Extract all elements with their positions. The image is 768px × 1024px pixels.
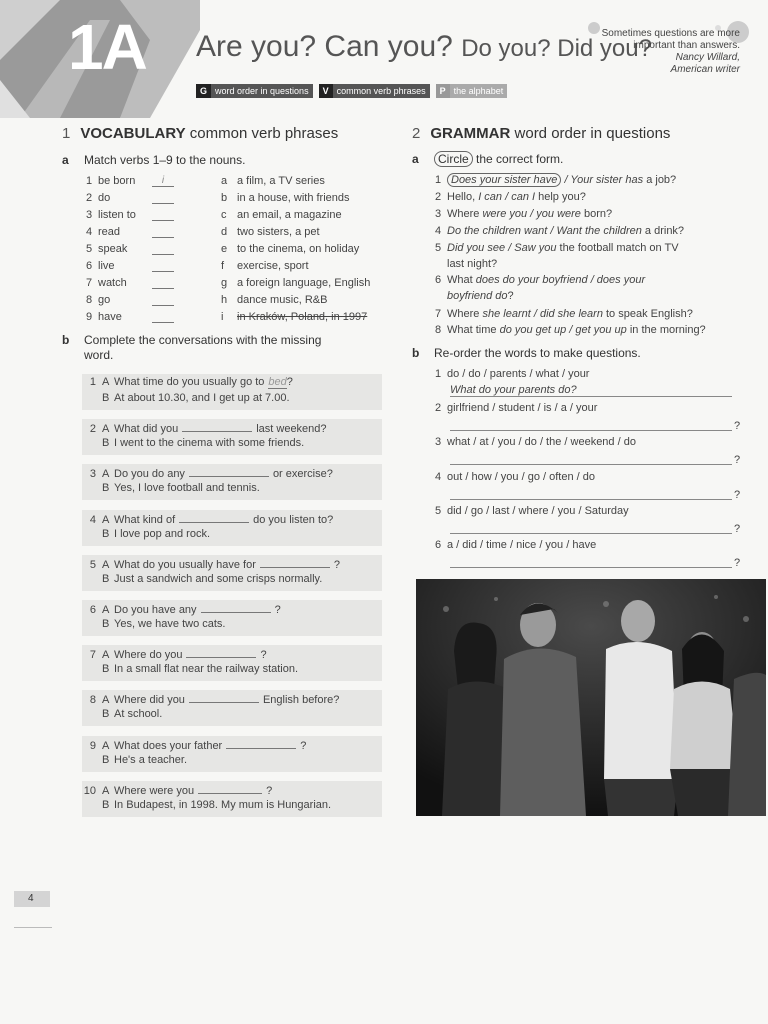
verb-row <box>86 241 127 257</box>
item-part: I can / can I <box>478 191 536 203</box>
noun-letter: g <box>221 277 228 289</box>
answer-gap <box>226 738 296 749</box>
answer-gap <box>260 557 330 568</box>
answer-text: Yes, we have two cats. <box>114 618 226 630</box>
question-text: Where do you <box>114 649 183 662</box>
tag-label: the alphabet <box>453 86 504 96</box>
noun-text: in a house, with friends <box>237 192 350 204</box>
conversation-number: 4 <box>89 513 96 526</box>
quote-author-role: American writer <box>670 64 740 75</box>
tag-key: P <box>436 84 450 98</box>
conversation-number: 7 <box>89 649 96 662</box>
noun-letter: f <box>221 260 225 272</box>
noun-letter: h <box>221 294 228 306</box>
noun-text: in Kraków, Poland, in 1997 <box>237 311 368 323</box>
item-part: she learnt / did she learn <box>482 308 603 320</box>
question-text: Do you do any <box>114 468 185 481</box>
noun-row <box>221 309 367 325</box>
item-part: What time <box>447 324 500 336</box>
tag-key: V <box>319 84 333 98</box>
verb-text: be born <box>98 175 136 187</box>
noun-letter: c <box>221 209 227 221</box>
tag-label: word order in questions <box>215 86 309 96</box>
section-subtitle: common verb phrases <box>189 125 339 142</box>
noun-text: an email, a magazine <box>237 209 342 221</box>
page-number: 4 <box>14 891 50 907</box>
answer-text: At school. <box>114 708 163 721</box>
item-number: 8 <box>435 324 442 336</box>
item-part: to speak English? <box>602 308 693 320</box>
answer-gap <box>201 602 271 613</box>
speaker-b: B <box>102 482 110 495</box>
verb-row <box>86 190 110 206</box>
line-b <box>82 482 260 494</box>
answer-line <box>450 533 732 534</box>
tag-grammar <box>196 84 313 98</box>
verb-row <box>86 224 120 240</box>
noun-row <box>221 190 350 206</box>
answer-line <box>450 499 732 500</box>
grammar-item <box>435 288 514 304</box>
question-mark: ? <box>734 522 741 535</box>
verb-number: 2 <box>86 192 93 204</box>
item-part: help you? <box>535 191 586 203</box>
speaker-a: A <box>102 423 110 436</box>
noun-letter: d <box>221 226 228 238</box>
line-b <box>82 437 304 449</box>
verb-row <box>86 173 165 189</box>
item-part: does do your boyfriend / does your <box>475 274 646 286</box>
grammar-item <box>435 223 684 239</box>
line-a <box>82 512 333 526</box>
speaker-b: B <box>102 527 110 540</box>
section-title: GRAMMAR <box>430 125 511 142</box>
speaker-a: A <box>102 604 110 616</box>
speaker-b: B <box>102 618 110 630</box>
line-b <box>82 392 290 404</box>
line-a <box>82 738 306 752</box>
noun-text: two sisters, a pet <box>237 226 320 238</box>
vocabulary-heading <box>62 125 338 142</box>
question-mark: ? <box>734 488 741 501</box>
scrambled-words: what / at / you / do / the / weekend / do <box>447 436 636 449</box>
speaker-b: B <box>102 572 110 585</box>
item-part: ? <box>507 290 514 302</box>
noun-letter: b <box>221 192 228 204</box>
speaker-b: B <box>102 663 110 676</box>
section-title: VOCABULARY <box>80 125 186 142</box>
answer-line <box>450 396 732 397</box>
question-text: What does your father <box>114 739 223 752</box>
speaker-a: A <box>102 739 110 752</box>
tag-label: common verb phrases <box>336 86 426 96</box>
speaker-a: A <box>102 784 110 797</box>
noun-text: exercise, sport <box>237 260 309 272</box>
answer-blank <box>152 226 174 238</box>
conversation-number: 1 <box>89 376 96 388</box>
scrambled-words: out / how / you / go / often / do <box>447 470 595 483</box>
question-mark: ? <box>734 420 741 433</box>
question-mark: ? <box>734 454 741 467</box>
answer-blank: i <box>152 175 174 187</box>
line-b <box>82 663 298 675</box>
verb-row <box>86 207 136 223</box>
circled-word: Circle <box>434 151 473 167</box>
item-part: do you get up / get you up <box>499 324 627 336</box>
verb-number: 1 <box>86 175 93 187</box>
topic-tags <box>196 84 507 98</box>
noun-row <box>221 173 325 189</box>
speaker-a: A <box>102 376 110 388</box>
section-number: 2 <box>412 125 421 142</box>
noun-row <box>221 275 370 291</box>
answer-line <box>450 464 732 465</box>
speaker-a: A <box>102 558 110 571</box>
answer-line <box>450 567 732 568</box>
unit-number: 1A <box>68 11 146 83</box>
line-b <box>82 754 187 766</box>
title-main: Are you? Can you? <box>196 30 453 63</box>
verb-number: 8 <box>86 294 93 306</box>
written-answer: What do your parents do? <box>450 384 577 396</box>
verb-number: 3 <box>86 209 93 221</box>
speaker-a: A <box>102 513 110 526</box>
noun-row <box>221 292 327 308</box>
exercise-letter: a <box>412 152 419 166</box>
item-number: 5 <box>435 242 442 254</box>
answer-blank <box>152 260 174 272</box>
line-a <box>82 466 333 480</box>
grammar-item <box>435 240 679 256</box>
answer-text: At about 10.30, and I get up at 7.00. <box>114 392 290 404</box>
answer-text: Yes, I love football and tennis. <box>114 482 260 495</box>
answer-blank <box>152 209 174 221</box>
section-number: 1 <box>62 125 71 142</box>
question-end: ? <box>260 649 267 662</box>
item-part: Where <box>447 208 483 220</box>
reorder-item <box>435 469 595 485</box>
item-part: Does your sister have <box>447 173 561 187</box>
speaker-b: B <box>102 392 110 404</box>
conversation-number: 2 <box>89 423 96 436</box>
scrambled-words: a / did / time / nice / you / have <box>447 539 597 551</box>
question-text: Do you have any <box>114 604 197 616</box>
noun-text: to the cinema, on holiday <box>237 243 360 255</box>
speaker-b: B <box>102 753 110 766</box>
verb-number: 9 <box>86 311 93 323</box>
speaker-a: A <box>102 649 110 662</box>
question-text: What time do you usually go to <box>114 376 265 388</box>
grammar-a-instruction <box>412 152 563 166</box>
answer-text: In a small flat near the railway station. <box>114 663 299 676</box>
grammar-item <box>435 306 693 322</box>
question-end: or exercise? <box>272 468 333 481</box>
conversation-number: 8 <box>89 694 96 707</box>
item-number: 3 <box>435 208 442 220</box>
line-b <box>82 573 322 585</box>
verb-row <box>86 309 122 325</box>
footer-rule <box>14 927 52 928</box>
title-small: Do you? Did you? <box>461 35 652 62</box>
instruction-text: Re-order the words to make questions. <box>434 346 641 360</box>
item-number: 5 <box>435 504 442 517</box>
item-number: 4 <box>435 470 442 483</box>
tag-vocabulary <box>319 84 430 98</box>
verb-text: listen to <box>98 209 136 221</box>
quote-author: Nancy Willard, <box>675 52 740 63</box>
question-text: What did you <box>114 423 179 436</box>
item-part: / <box>561 174 571 186</box>
speaker-a: A <box>102 468 110 481</box>
quote-line: Sometimes questions are more <box>601 28 740 39</box>
line-a <box>82 602 281 616</box>
reorder-item <box>435 400 597 416</box>
noun-text: a film, a TV series <box>237 175 325 187</box>
item-part: born? <box>580 208 613 220</box>
line-b <box>82 618 226 630</box>
line-a <box>82 376 293 388</box>
item-part: in the morning? <box>626 324 706 336</box>
answer-text: Just a sandwich and some crisps normally. <box>114 572 323 585</box>
noun-row <box>221 241 359 257</box>
line-b <box>82 708 162 720</box>
answer-gap <box>182 421 252 432</box>
answer-text: In Budapest, in 1998. My mum is Hungarian. <box>114 798 332 811</box>
item-number: 1 <box>435 174 442 186</box>
grammar-heading <box>412 125 670 142</box>
scrambled-words: girlfriend / student / is / a / your <box>447 402 598 415</box>
reorder-item <box>435 366 589 382</box>
line-b <box>82 799 331 811</box>
item-part: What <box>447 274 476 286</box>
item-number: 4 <box>435 225 442 237</box>
question-mark: ? <box>734 557 741 569</box>
quote <box>570 28 740 76</box>
noun-row <box>221 258 309 274</box>
conversation-number: 10 <box>83 784 96 797</box>
noun-letter: a <box>221 175 228 187</box>
item-number: 7 <box>435 308 442 320</box>
grammar-b-instruction <box>412 346 641 360</box>
photo-illustration <box>416 579 766 816</box>
speaker-b: B <box>102 798 110 811</box>
verb-text: live <box>98 260 115 272</box>
item-number: 2 <box>435 402 442 415</box>
verb-number: 7 <box>86 277 93 289</box>
grammar-item <box>435 189 586 205</box>
question-text: Where were you <box>114 784 195 797</box>
vocab-b-instruction-cont: word. <box>84 348 114 362</box>
verb-row <box>86 292 110 308</box>
item-part: boyfriend do <box>447 290 508 302</box>
answer-text: I went to the cinema with some friends. <box>114 437 305 450</box>
question-text: What kind of <box>114 513 176 526</box>
grammar-item <box>435 256 497 272</box>
question-text: What do you usually have for <box>114 558 256 571</box>
line-a <box>82 783 272 797</box>
instruction-text: the correct form. <box>476 152 564 166</box>
verb-text: go <box>98 294 111 306</box>
item-part: Do the children want / Want the children <box>447 225 642 237</box>
noun-row <box>221 224 320 240</box>
reorder-item <box>435 434 636 450</box>
item-number: 2 <box>435 191 442 203</box>
item-part: Your sister has <box>570 174 644 186</box>
answer-text: He's a teacher. <box>114 753 188 766</box>
conversation-number: 9 <box>89 739 96 752</box>
instruction-text: Complete the conversations with the missing <box>84 333 322 347</box>
answer-line <box>450 430 732 431</box>
vocab-a-instruction <box>62 153 245 167</box>
conversation-number: 6 <box>89 604 96 616</box>
question-end: ? <box>300 739 307 752</box>
speaker-b: B <box>102 708 110 721</box>
grammar-item <box>435 272 645 288</box>
quote-line: important than answers. <box>633 40 740 51</box>
answer-gap <box>189 692 259 703</box>
scrambled-words: did / go / last / where / you / Saturday <box>447 504 629 517</box>
noun-text: dance music, R&B <box>237 294 328 306</box>
item-number: 3 <box>435 436 442 449</box>
question-end: ? <box>333 558 340 571</box>
vocab-b-instruction <box>62 333 321 347</box>
line-b <box>82 528 210 540</box>
grammar-item <box>435 322 706 338</box>
question-text: Where did you <box>114 694 185 707</box>
line-a <box>82 421 327 435</box>
verb-text: watch <box>98 277 127 289</box>
noun-letter: i <box>221 311 224 323</box>
grammar-item <box>435 172 676 188</box>
exercise-letter: b <box>412 346 420 360</box>
answer-gap <box>179 512 249 523</box>
verb-number: 5 <box>86 243 93 255</box>
question-end: ? <box>286 376 293 388</box>
line-a <box>82 557 340 571</box>
item-part: Did you see / Saw you <box>447 242 557 254</box>
verb-text: do <box>98 192 111 204</box>
friends-photo <box>416 579 766 816</box>
answer-blank <box>152 192 174 204</box>
section-subtitle: word order in questions <box>514 125 671 142</box>
item-part: a drink? <box>641 225 685 237</box>
item-number: 1 <box>435 368 442 380</box>
answer-blank <box>152 277 174 289</box>
verb-number: 6 <box>86 260 93 272</box>
exercise-letter: a <box>62 153 69 167</box>
verb-text: read <box>98 226 121 238</box>
answer-gap <box>189 466 269 477</box>
question-end: last weekend? <box>256 423 327 436</box>
conversation-number: 3 <box>89 468 96 481</box>
item-number: 6 <box>435 539 442 551</box>
answer-text: I love pop and rock. <box>114 527 211 540</box>
verb-row <box>86 258 115 274</box>
verb-row <box>86 275 127 291</box>
answer-blank <box>152 243 174 255</box>
verb-text: have <box>98 311 122 323</box>
verb-number: 4 <box>86 226 93 238</box>
speaker-a: A <box>102 694 110 707</box>
question-end: ? <box>266 784 273 797</box>
reorder-item <box>435 537 596 553</box>
line-a <box>82 647 267 661</box>
noun-letter: e <box>221 243 228 255</box>
item-part: last night? <box>447 258 498 270</box>
item-part: were you / you were <box>482 208 581 220</box>
noun-text: a foreign language, English <box>237 277 371 289</box>
line-a <box>82 692 339 706</box>
noun-row <box>221 207 342 223</box>
tag-key: G <box>196 84 211 98</box>
item-number: 6 <box>435 274 442 286</box>
item-part: Where <box>447 308 483 320</box>
filled-answer: bed <box>268 376 287 388</box>
item-part: Hello, <box>447 191 479 203</box>
question-end: English before? <box>262 694 340 707</box>
answer-blank <box>152 294 174 306</box>
instruction-text: Match verbs 1–9 to the nouns. <box>84 153 246 167</box>
question-end: ? <box>274 604 281 616</box>
item-part: a job? <box>643 174 677 186</box>
reorder-item <box>435 503 629 519</box>
answer-gap <box>186 647 256 658</box>
answer-blank <box>152 311 174 323</box>
scrambled-words: do / do / parents / what / your <box>447 368 590 380</box>
tag-pronunciation <box>436 84 508 98</box>
question-end: do you listen to? <box>253 513 334 526</box>
verb-text: speak <box>98 243 128 255</box>
conversation-number: 5 <box>89 558 96 571</box>
answer-gap <box>198 783 262 794</box>
speaker-b: B <box>102 437 110 450</box>
grammar-item <box>435 206 612 222</box>
item-part: the football match on TV <box>556 242 679 254</box>
exercise-letter: b <box>62 333 70 347</box>
